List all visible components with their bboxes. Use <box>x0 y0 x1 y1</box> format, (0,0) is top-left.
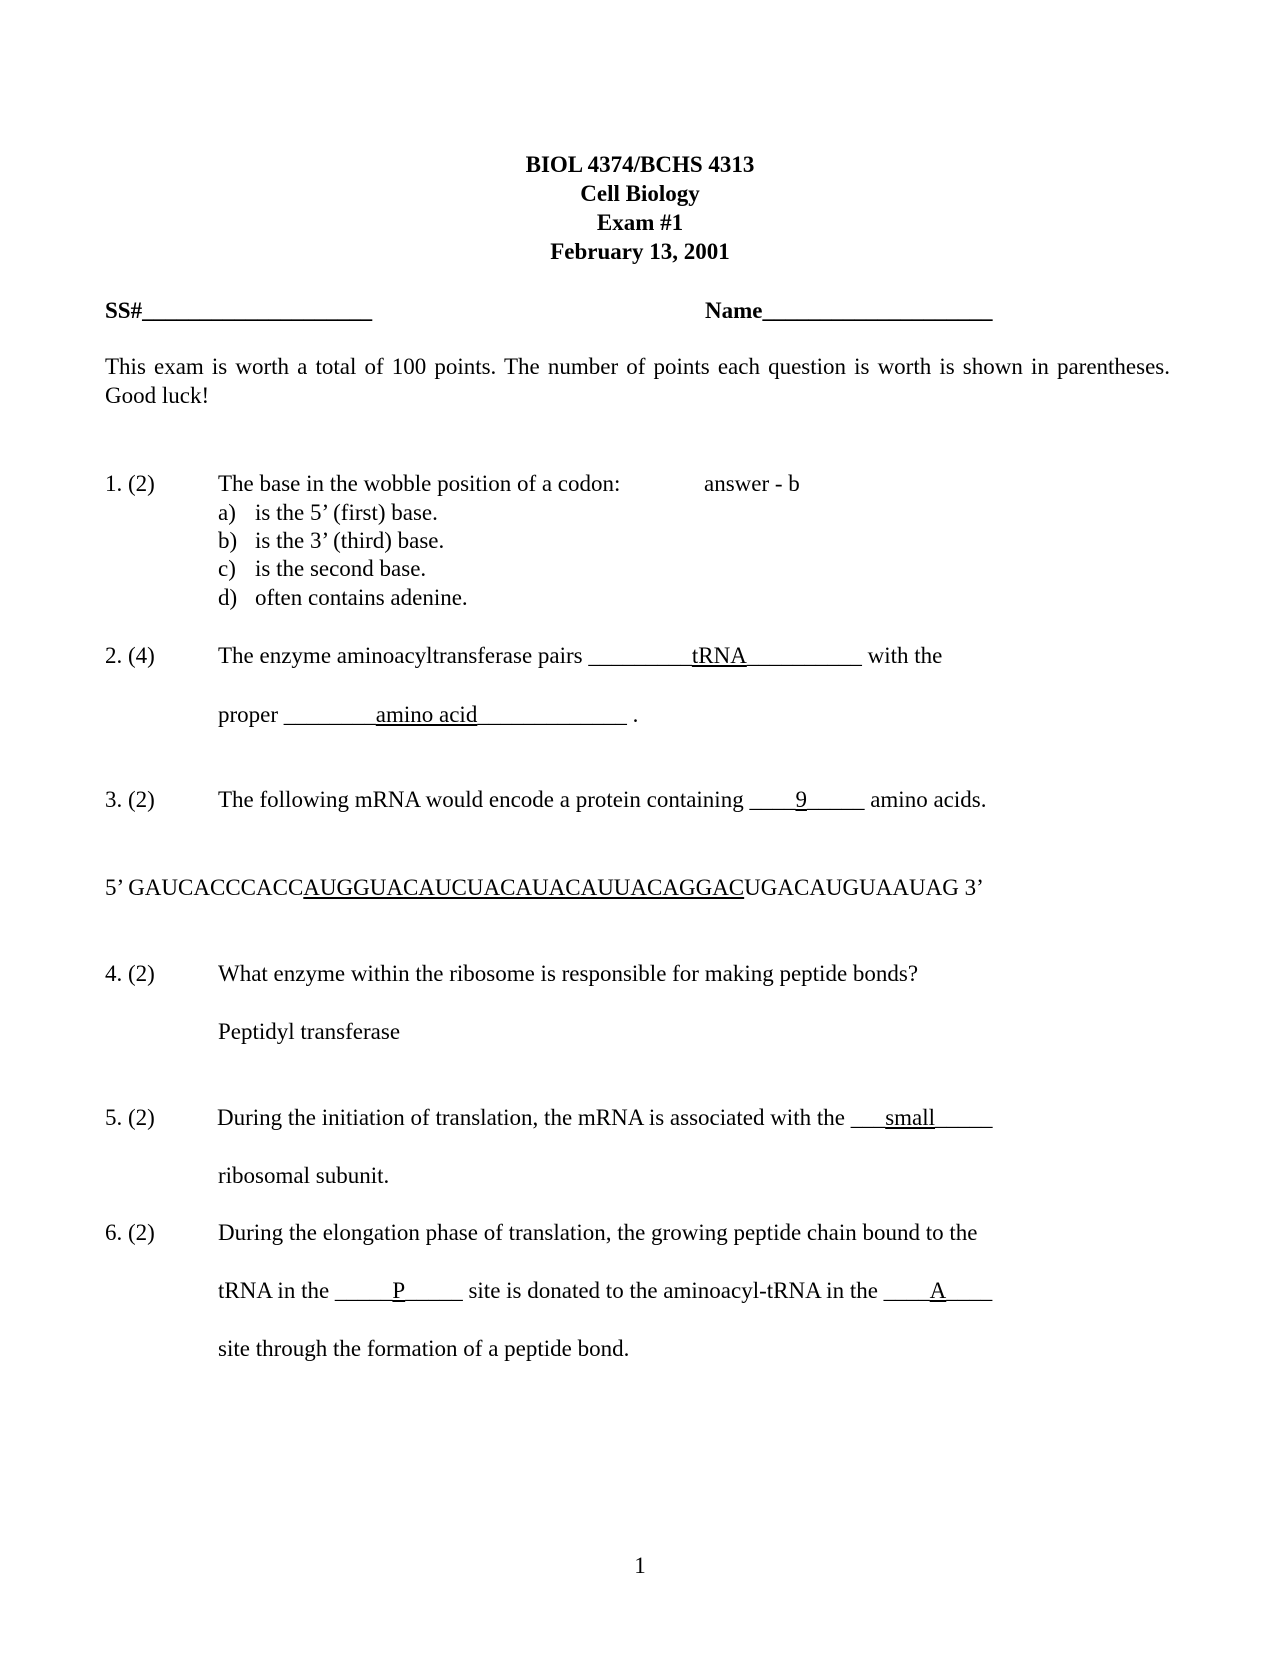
q2-answer-amino-acid: amino acid <box>375 702 478 727</box>
ss-field <box>105 297 372 325</box>
name-blank: ____________________ <box>762 298 993 323</box>
q1-option-b <box>218 527 444 555</box>
q3-number: 3. (2) <box>105 787 155 812</box>
q4-number: 4. (2) <box>105 961 155 986</box>
q6-blank: ____ <box>946 1278 993 1303</box>
q6-line1: During the elongation phase of translation, the growing peptide chain bound to the <box>218 1220 978 1245</box>
q4-prompt: What enzyme within the ribosome is responsible for making peptide bonds? <box>218 961 919 986</box>
ss-blank: ____________________ <box>142 298 373 323</box>
q2-text: proper <box>218 702 284 727</box>
q6-number: 6. (2) <box>105 1220 155 1245</box>
q5-number: 5. (2) <box>105 1105 155 1130</box>
exam-instructions: This exam is worth a total of 100 points. The number of points each question is worth is shown in parentheses. Good luck! <box>105 354 1170 408</box>
option-letter: c) <box>218 556 236 581</box>
q6-text: site is donated to the aminoacyl-tRNA in the <box>462 1278 884 1303</box>
q2-blank: _____________ <box>477 702 627 727</box>
sequence-leader: 5’ GAUCACCCACC <box>105 875 304 900</box>
q6-blank: _____ <box>334 1278 393 1303</box>
q1-option-c <box>218 555 426 583</box>
q2-number: 2. (4) <box>105 643 155 668</box>
q5-line1 <box>217 1104 993 1132</box>
name-label: Name <box>705 298 763 323</box>
q2-line2 <box>218 701 638 729</box>
q6-blank: ____ <box>883 1278 930 1303</box>
name-field <box>705 297 992 325</box>
q6-answer-a-site: A <box>929 1278 947 1303</box>
q2-text: The enzyme aminoacyltransferase pairs <box>218 643 589 668</box>
q2-line1 <box>218 642 942 670</box>
option-text: is the 3’ (third) base. <box>255 528 445 553</box>
q3-blank: ____ <box>749 787 796 812</box>
q6-text: tRNA in the <box>218 1278 335 1303</box>
q1-number: 1. (2) <box>105 471 155 496</box>
q3-line <box>218 786 986 814</box>
q2-answer-trna: tRNA <box>691 643 747 668</box>
q2-blank: ________ <box>283 702 376 727</box>
exam-title: Exam #1 <box>596 210 684 235</box>
q3-text: The following mRNA would encode a protein containing <box>218 787 750 812</box>
q2-blank: __________ <box>746 643 862 668</box>
sequence-trailer: UGACAUGUAAUAG 3’ <box>744 875 984 900</box>
exam-date: February 13, 2001 <box>550 239 730 264</box>
sequence-coding-region: AUGGUACAUCUACAUACAUUACAGGAC <box>303 875 745 900</box>
exam-header <box>0 150 1280 266</box>
mrna-sequence <box>105 874 984 902</box>
q5-answer: small <box>885 1105 936 1130</box>
q6-blank: _____ <box>405 1278 463 1303</box>
option-text: is the 5’ (first) base. <box>255 500 438 525</box>
q6-line3: site through the formation of a peptide bond. <box>218 1336 630 1361</box>
q4-answer: Peptidyl transferase <box>218 1019 401 1044</box>
q6-line2 <box>218 1277 992 1305</box>
q3-text: amino acids. <box>864 787 987 812</box>
q2-text: . <box>626 702 639 727</box>
course-title: BIOL 4374/BCHS 4313 <box>525 152 755 177</box>
option-letter: d) <box>218 585 238 610</box>
option-letter: b) <box>218 528 238 553</box>
q5-blank: ___ <box>850 1105 886 1130</box>
ss-label: SS# <box>105 298 143 323</box>
option-text: often contains adenine. <box>255 585 468 610</box>
q3-answer: 9 <box>795 787 807 812</box>
subject-title: Cell Biology <box>580 181 700 206</box>
q2-text: with the <box>861 643 943 668</box>
q1-answer: answer - b <box>704 471 800 496</box>
q1-option-d <box>218 584 468 612</box>
q3-blank: _____ <box>806 787 865 812</box>
q2-blank: _________ <box>588 643 692 668</box>
q5-blank: _____ <box>935 1105 993 1130</box>
q1-option-a <box>218 499 438 527</box>
option-text: is the second base. <box>255 556 427 581</box>
q5-text: During the initiation of translation, the mRNA is associated with the <box>217 1105 851 1130</box>
q5-line2: ribosomal subunit. <box>218 1163 390 1188</box>
q1-prompt: The base in the wobble position of a codon: <box>218 471 621 496</box>
q6-answer-p-site: P <box>392 1278 406 1303</box>
page-number: 1 <box>634 1553 646 1578</box>
option-letter: a) <box>218 500 236 525</box>
